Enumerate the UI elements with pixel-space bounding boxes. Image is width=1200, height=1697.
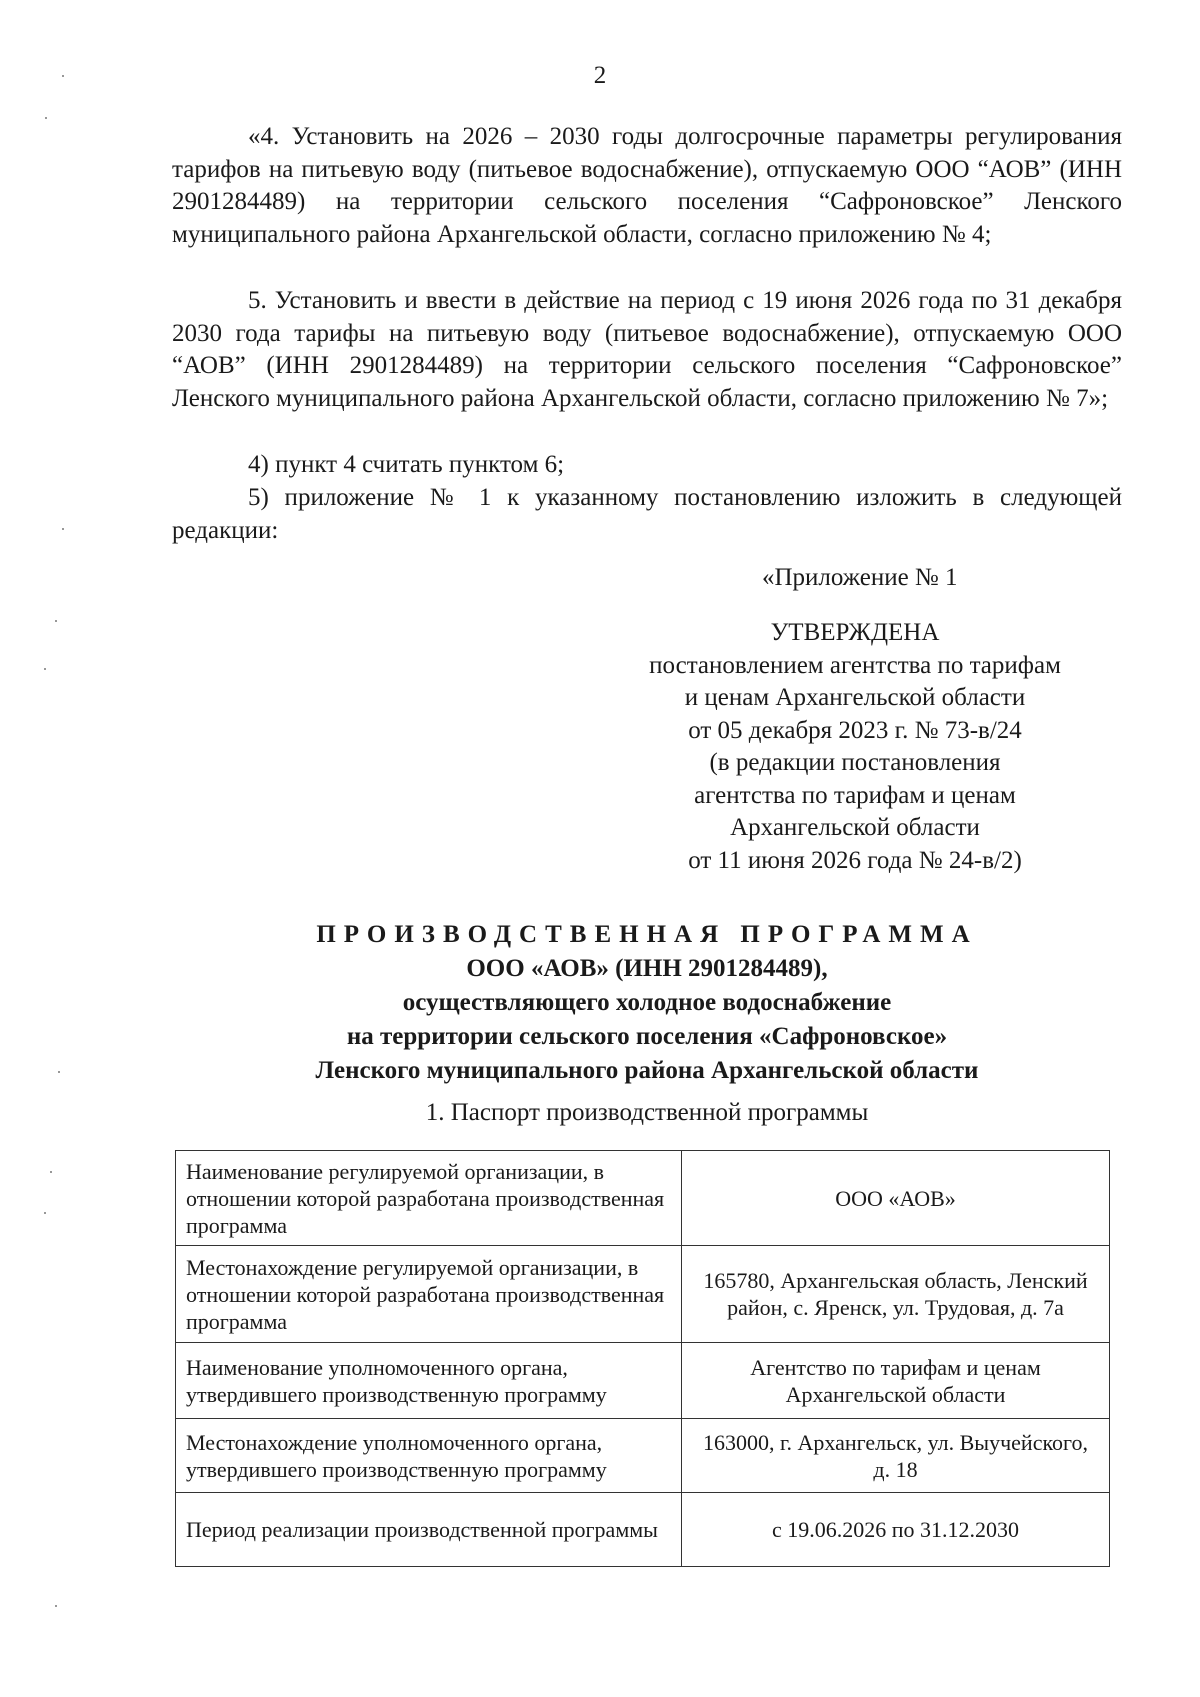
paragraph-subitem-5: 5) приложение № 1 к указанному постановлению изложить в следующей редакции: xyxy=(172,484,1122,544)
approval-line: от 11 июня 2026 года № 24-в/2) xyxy=(688,846,1022,874)
paragraph-item-4: «4. Установить на 2026 – 2030 годы долгосрочные параметры регулирования тарифов на питьевую воду (питьевое водоснабжение), отпускаемую ООО “АОВ” (ИНН 2901284489) на территории сельского поселения “Сафроновское” Ленского муниципального района Архангельской области, согласно приложению № 4; xyxy=(172,123,1122,248)
table-row xyxy=(176,1343,1110,1419)
program-title-main: ПРОИЗВОДСТВЕННАЯ ПРОГРАММА xyxy=(316,921,978,948)
approval-line: агентства по тарифам и ценам xyxy=(694,781,1016,809)
table-cell-label: Местонахождение регулируемой организации, в отношении которой разработана производственная программа xyxy=(176,1246,682,1343)
table-cell-label: Наименование регулируемой организации, в отношении которой разработана производственная программа xyxy=(176,1151,682,1246)
approval-line: постановлением агентства по тарифам xyxy=(649,651,1061,679)
approval-stamp-block xyxy=(620,617,1090,877)
table-cell-label: Период реализации производственной программы xyxy=(176,1493,682,1567)
table-cell-value: ООО «АОВ» xyxy=(682,1151,1110,1246)
approved-heading: УТВЕРЖДЕНА xyxy=(770,619,940,646)
scan-speck xyxy=(44,668,46,670)
scan-speck xyxy=(55,620,57,622)
approval-line: Архангельской области xyxy=(730,814,980,841)
program-title-district: Ленского муниципального района Архангельской области xyxy=(315,1057,979,1084)
scan-speck xyxy=(62,75,64,77)
approval-line: и ценам Архангельской области xyxy=(684,684,1026,711)
table-cell-label: Местонахождение уполномоченного органа, утвердившего производственную программу xyxy=(176,1419,682,1493)
program-title-territory: на территории сельского поселения «Сафроновское» xyxy=(346,1023,948,1050)
scan-speck xyxy=(58,1071,60,1073)
table-cell-value: с 19.06.2026 по 31.12.2030 xyxy=(682,1493,1110,1567)
page-number: 2 xyxy=(593,62,607,89)
scan-speck xyxy=(45,117,47,119)
approval-line: от 05 декабря 2023 г. № 73-в/24 xyxy=(688,716,1022,744)
scan-speck xyxy=(50,1171,52,1173)
program-title xyxy=(172,918,1122,1088)
program-title-org: ООО «АОВ» (ИНН 2901284489), xyxy=(466,955,828,982)
scan-speck xyxy=(55,1605,57,1607)
table-cell-value: 163000, г. Архангельск, ул. Выучейского, д. 18 xyxy=(682,1419,1110,1493)
table-row xyxy=(176,1493,1110,1567)
approval-line: (в редакции постановления xyxy=(709,749,1001,776)
table-row xyxy=(176,1151,1110,1246)
section-heading: 1. Паспорт производственной программы xyxy=(425,1099,869,1126)
table-cell-value: 165780, Архангельская область, Ленский район, с. Яренск, ул. Трудовая, д. 7а xyxy=(682,1246,1110,1343)
scan-speck xyxy=(44,1212,46,1214)
appendix-label: «Приложение № 1 xyxy=(762,564,958,591)
scan-speck xyxy=(62,528,64,530)
table-row xyxy=(176,1246,1110,1343)
table-row xyxy=(176,1419,1110,1493)
appendix-label-block xyxy=(620,562,1090,595)
paragraph-subitem-4: 4) пункт 4 считать пунктом 6; xyxy=(248,451,565,478)
passport-table xyxy=(175,1150,1110,1567)
paragraph-item-5: 5. Установить и ввести в действие на период с 19 июня 2026 года по 31 декабря 2030 года тарифы на питьевую воду (питьевое водоснабжение), отпускаемую ООО “АОВ” (ИНН 2901284489) на территории сельского поселения “Сафроновское” Ленского муниципального района Архангельской области, согласно приложению № 7»; xyxy=(172,287,1122,412)
table-cell-label: Наименование уполномоченного органа, утвердившего производственную программу xyxy=(176,1343,682,1419)
table-cell-value: Агентство по тарифам и ценам Архангельской области xyxy=(682,1343,1110,1419)
program-title-activity: осуществляющего холодное водоснабжение xyxy=(402,989,892,1016)
